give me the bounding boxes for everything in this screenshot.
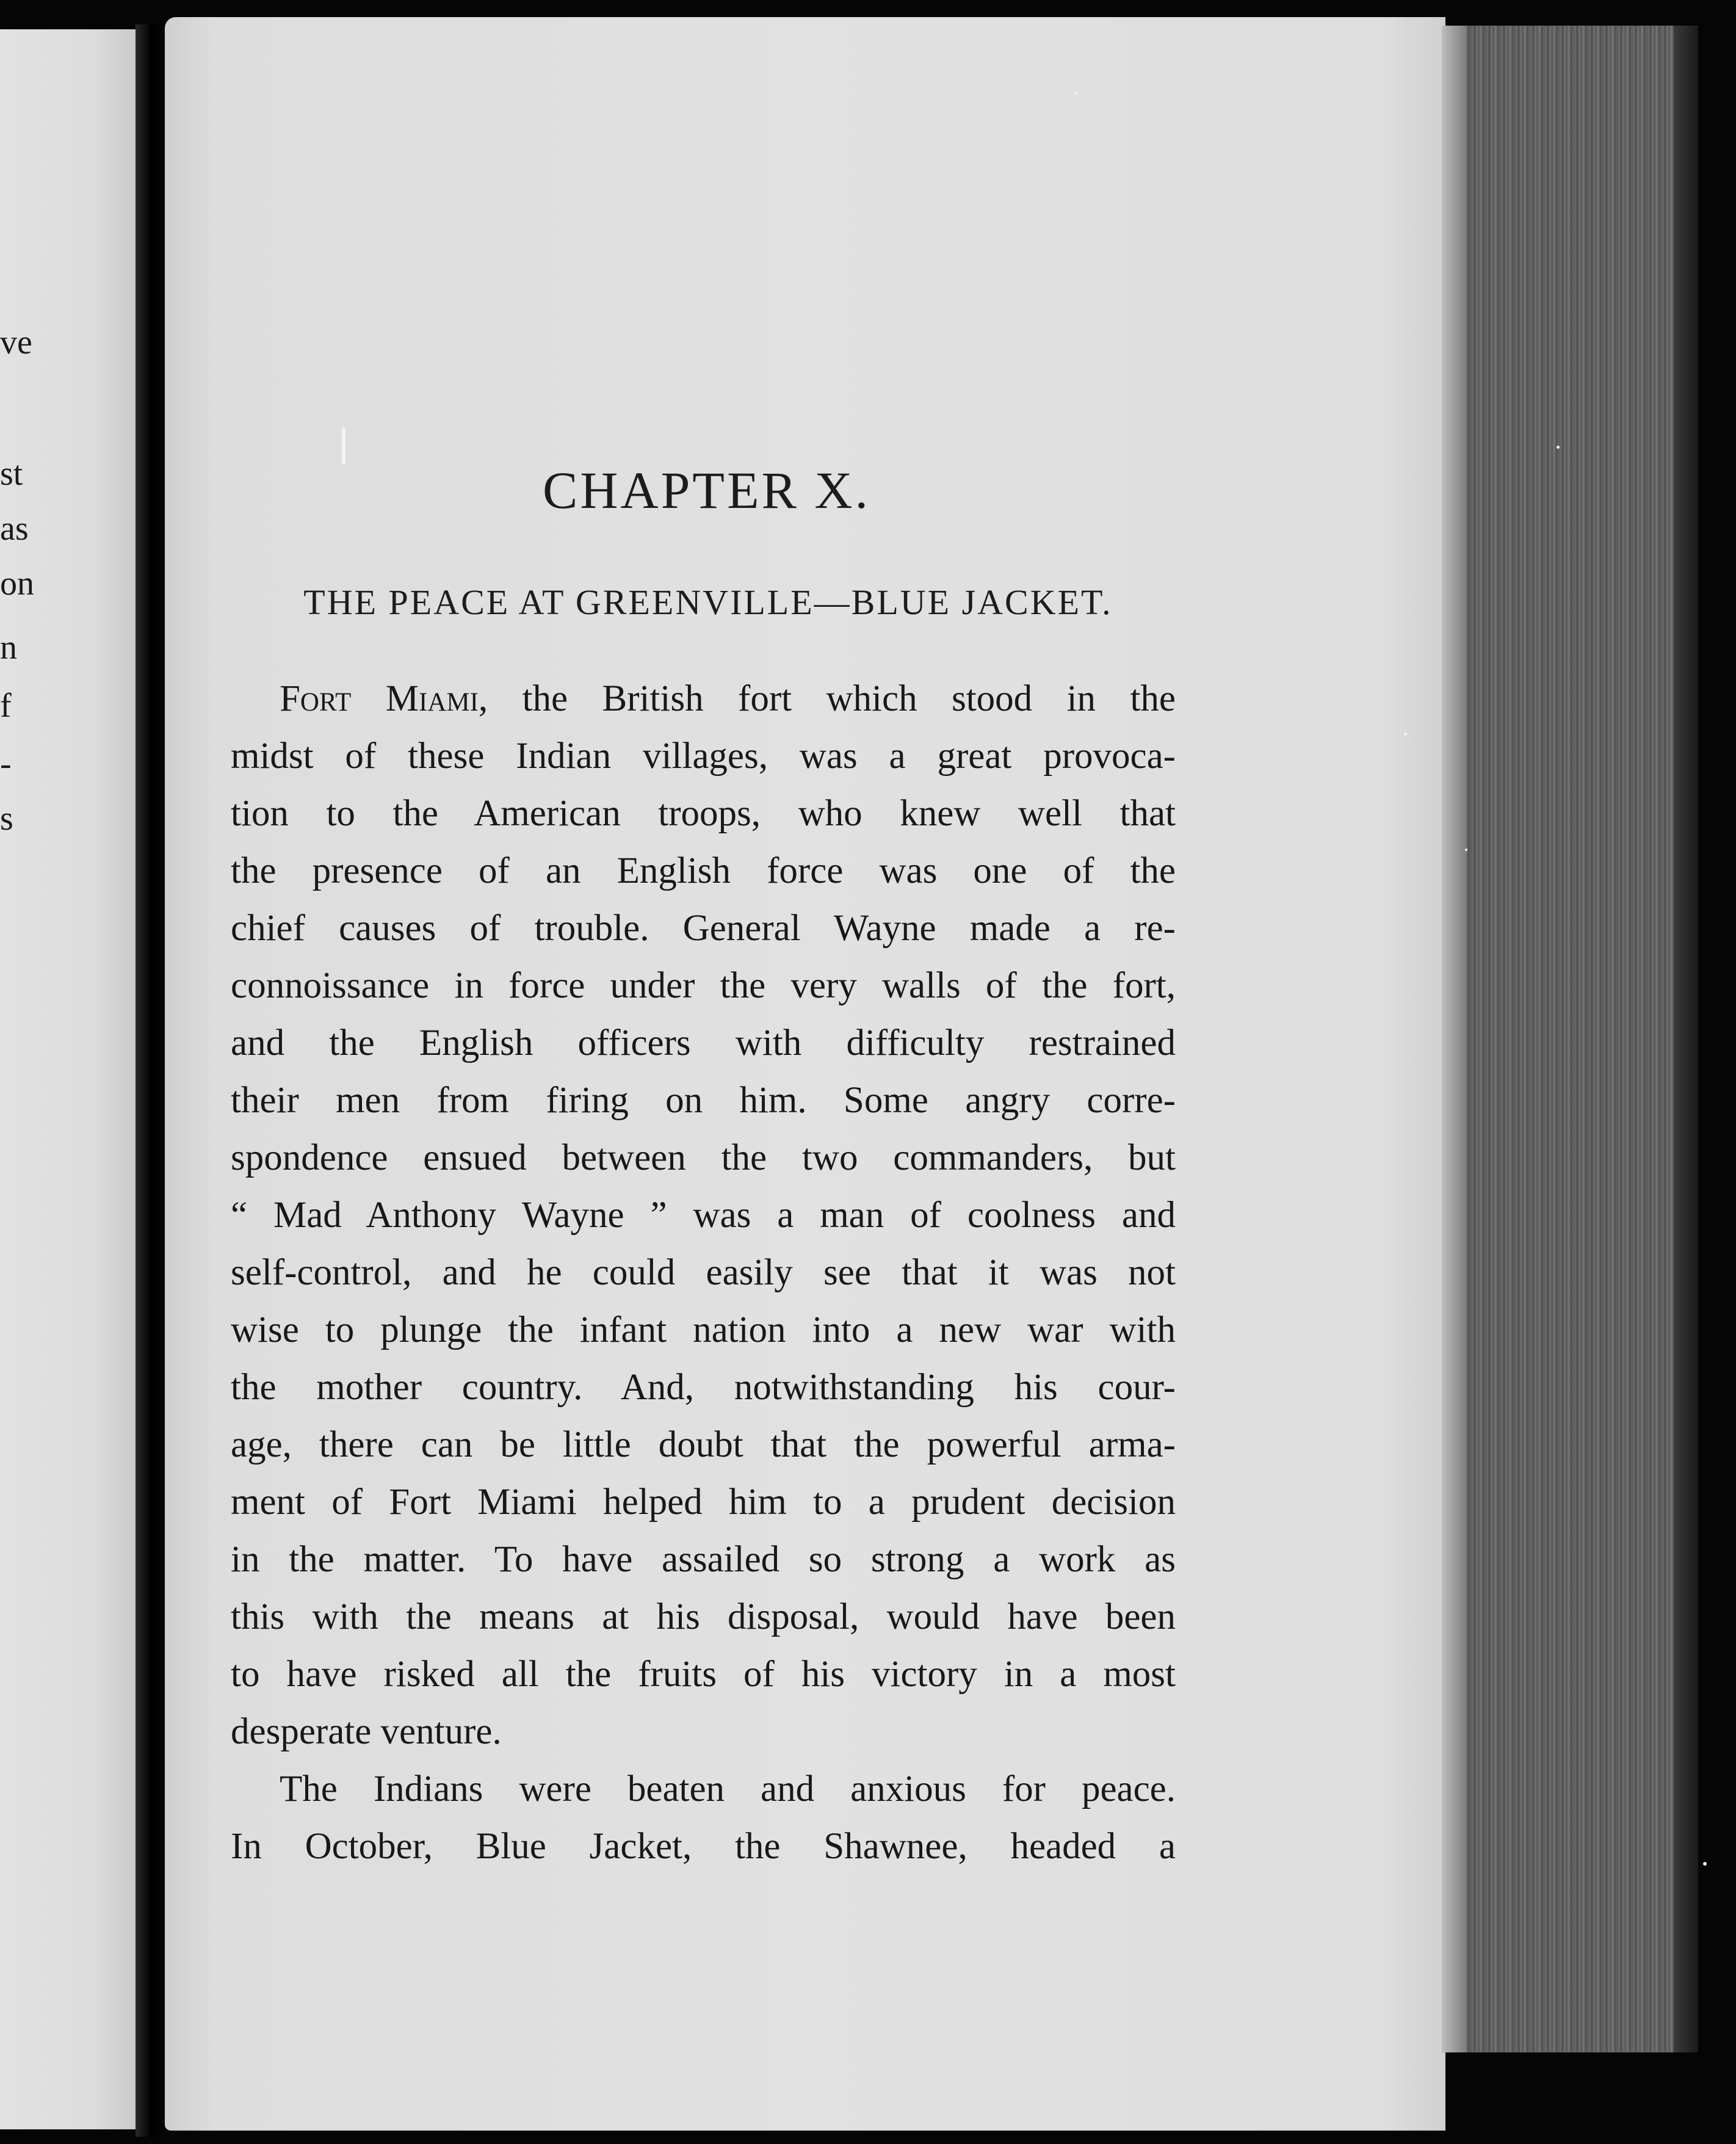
text-line: age, there can be little doubt that the powerful arma-: [231, 1424, 1176, 1465]
chapter-subheading: THE PEACE AT GREENVILLE—BLUE JACKET.: [303, 582, 1113, 622]
text-line: self-control, and he could easily see that it was not: [231, 1252, 1176, 1293]
text-line: ment of Fort Miami helped him to a prudent decision: [231, 1482, 1176, 1523]
text-line: tion to the American troops, who knew well that: [231, 793, 1176, 834]
text-line: wise to plunge the infant nation into a new war with: [231, 1309, 1176, 1350]
text-line: this with the means at his disposal, would have been: [231, 1596, 1176, 1637]
scan-artifact: [1557, 446, 1560, 449]
text-line: to have risked all the fruits of his victory in a most: [231, 1654, 1176, 1695]
text-line: and the English officers with difficulty restrained: [231, 1023, 1176, 1063]
fragment-text: on: [0, 565, 34, 603]
text-line: midst of these Indian villages, was a great provoca-: [231, 736, 1176, 777]
text-line: the mother country. And, notwithstanding his cour-: [231, 1367, 1176, 1408]
scan-artifact: [342, 427, 345, 464]
facing-page-fragment: [0, 29, 136, 2129]
text-line: The Indians were beaten and anxious for peace.: [280, 1769, 1176, 1809]
fragment-text: -: [0, 745, 12, 783]
scan-artifact: [1703, 1862, 1707, 1866]
text-line: their men from firing on him. Some angry corre-: [231, 1080, 1176, 1121]
fragment-text: f: [0, 687, 12, 725]
small-caps-lead: Fort Miami,: [280, 678, 488, 719]
scan-artifact: [1404, 733, 1407, 736]
text-line: “ Mad Anthony Wayne ” was a man of coolness and: [231, 1195, 1176, 1236]
text-line: [231, 670, 1176, 728]
fragment-text: st: [0, 455, 23, 493]
fragment-text: s: [0, 800, 13, 838]
text-line: desperate venture.: [231, 1711, 502, 1752]
text-line: chief causes of trouble. General Wayne made a re-: [231, 908, 1176, 949]
text-line: the presence of an English force was one of the: [231, 850, 1176, 891]
chapter-body: [231, 670, 1176, 1875]
text-line: spondence ensued between the two commanders, but: [231, 1137, 1176, 1178]
scan-artifact: [1465, 849, 1467, 851]
text-line: connoissance in force under the very walls of the fort,: [231, 965, 1176, 1006]
page-edge-stack: [1442, 26, 1698, 2052]
chapter-heading: CHAPTER X.: [543, 461, 870, 520]
fragment-text: as: [0, 510, 29, 548]
text-line: in the matter. To have assailed so strong a work as: [231, 1539, 1176, 1580]
fragment-text: ve: [0, 324, 32, 361]
page-edge-highlight: [1442, 26, 1466, 2052]
fragment-text: n: [0, 629, 17, 667]
line-text: the British fort which stood in the: [488, 678, 1176, 719]
scan-artifact: [1074, 92, 1077, 95]
text-line: In October, Blue Jacket, the Shawnee, headed a: [231, 1826, 1176, 1867]
